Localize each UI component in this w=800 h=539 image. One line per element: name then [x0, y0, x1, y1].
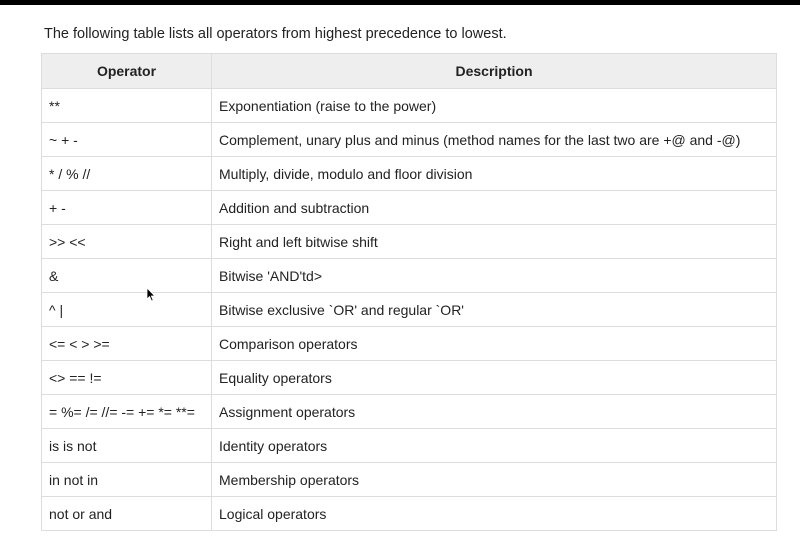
header-description: Description [212, 54, 777, 89]
table-row [42, 225, 777, 259]
table-row [42, 191, 777, 225]
operator-cell: & [42, 259, 212, 293]
table-row [42, 157, 777, 191]
operator-cell: + - [42, 191, 212, 225]
table-row [42, 89, 777, 123]
operator-cell: >> << [42, 225, 212, 259]
description-cell: Assignment operators [212, 395, 777, 429]
operator-cell: = %= /= //= -= += *= **= [42, 395, 212, 429]
table-row [42, 395, 777, 429]
operator-cell: in not in [42, 463, 212, 497]
description-cell: Identity operators [212, 429, 777, 463]
table-row [42, 123, 777, 157]
description-cell: Bitwise 'AND'td> [212, 259, 777, 293]
description-cell: Membership operators [212, 463, 777, 497]
description-cell: Right and left bitwise shift [212, 225, 777, 259]
operator-cell: is is not [42, 429, 212, 463]
operator-cell: <= < > >= [42, 327, 212, 361]
operator-cell: * / % // [42, 157, 212, 191]
description-cell: Complement, unary plus and minus (method names for the last two are +@ and -@) [212, 123, 777, 157]
table-row [42, 327, 777, 361]
description-cell: Addition and subtraction [212, 191, 777, 225]
description-cell: Multiply, divide, modulo and floor division [212, 157, 777, 191]
intro-text: The following table lists all operators from highest precedence to lowest. [44, 26, 507, 42]
description-cell: Bitwise exclusive `OR' and regular `OR' [212, 293, 777, 327]
top-bar [0, 0, 800, 5]
table-header-row [42, 54, 777, 89]
table-row [42, 463, 777, 497]
operator-cell: not or and [42, 497, 212, 531]
description-cell: Logical operators [212, 497, 777, 531]
operator-cell: ~ + - [42, 123, 212, 157]
mouse-pointer-icon [146, 287, 156, 302]
description-cell: Comparison operators [212, 327, 777, 361]
table-row [42, 497, 777, 531]
operator-cell: <> == != [42, 361, 212, 395]
table-row [42, 361, 777, 395]
operator-cell: ** [42, 89, 212, 123]
description-cell: Exponentiation (raise to the power) [212, 89, 777, 123]
operator-cell: ^ | [42, 293, 212, 327]
table-row [42, 429, 777, 463]
description-cell: Equality operators [212, 361, 777, 395]
header-operator: Operator [42, 54, 212, 89]
